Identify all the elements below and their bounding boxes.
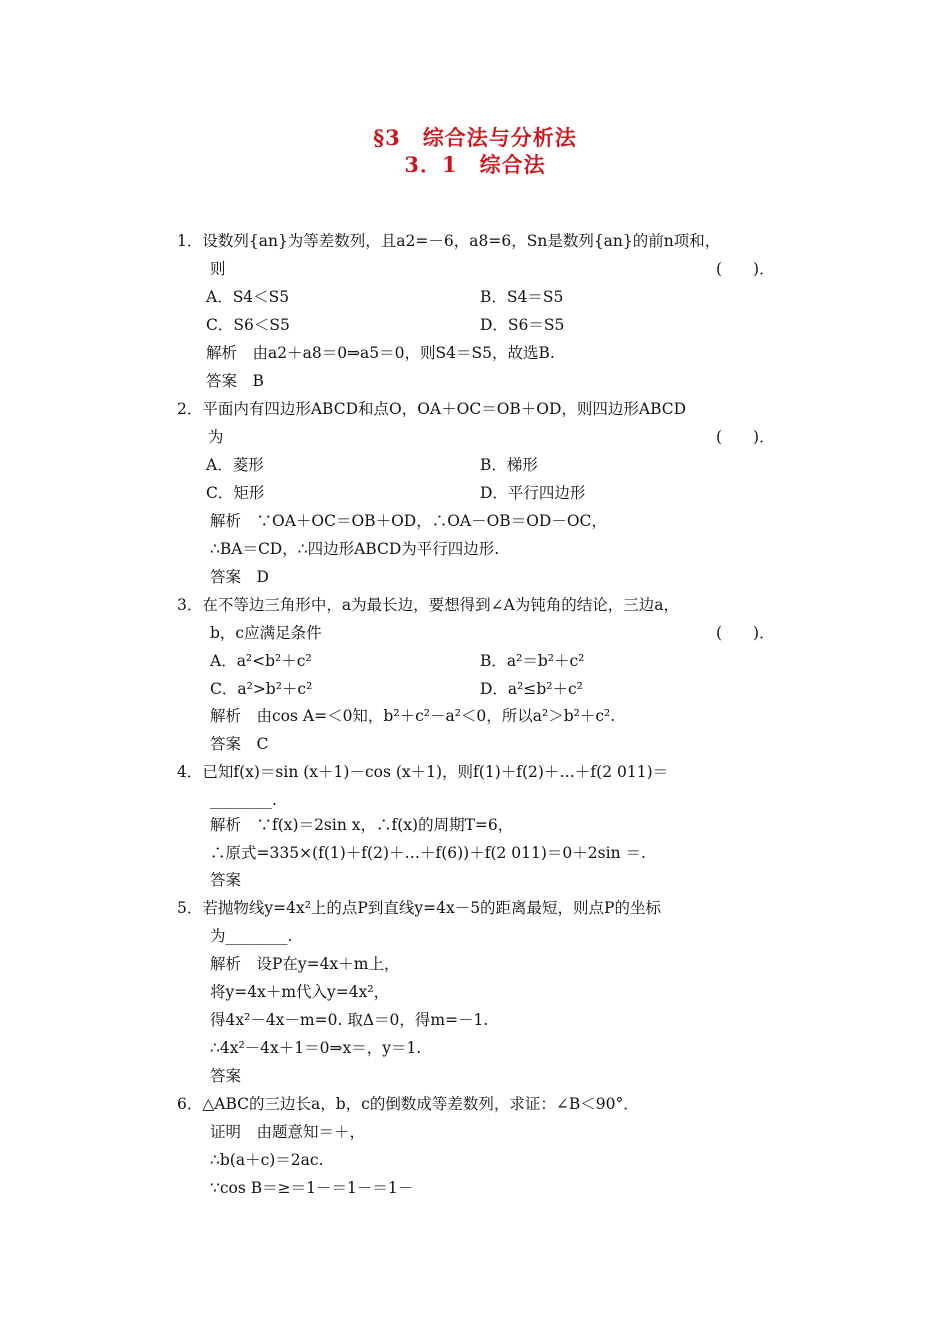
problem-1-stem-cont: 则 (210, 260, 226, 278)
problem-4-stem: 4．已知f(x)＝sin (x＋1)－cos (x＋1)，则f(1)＋f(2)＋…＋f(2 011)＝ (177, 763, 669, 781)
problem-6-proof-3: ∵cos B＝≥＝1－＝1－＝1－ (210, 1179, 414, 1197)
problem-3-answer: 答案 C (210, 735, 269, 753)
problem-2-option-d: D．平行四边形 (480, 484, 586, 502)
problem-4-solution-1: 解析 ∵f(x)＝2sin x，∴f(x)的周期T=6， (210, 816, 514, 834)
problem-3-stem: 3．在不等边三角形中，a为最长边，要想得到∠A为钝角的结论，三边a， (177, 596, 680, 614)
problem-1-solution: 解析 由a2＋a8＝0⇒a5＝0，则S4＝S5，故选B. (206, 344, 555, 362)
problem-1-option-c: C．S6＜S5 (206, 316, 290, 334)
problem-5-solution-2: 将y=4x＋m代入y=4x²， (210, 983, 390, 1001)
problem-1-paren: ( )． (716, 260, 775, 278)
problem-6-proof-1: 证明 由题意知＝＋， (210, 1123, 366, 1141)
problem-2-answer: 答案 D (210, 568, 269, 586)
problem-1-option-b: B．S4＝S5 (480, 288, 564, 306)
problem-4-solution-2: ∴原式=335×(f(1)＋f(2)＋…＋f(6))＋f(2 011)＝0＋2sin ＝. (210, 844, 646, 862)
problem-2-paren: ( )． (716, 428, 775, 446)
problem-5-solution-3: 得4x²－4x－m=0. 取Δ＝0，得m=－1. (210, 1011, 489, 1029)
problem-3-option-c: C．a²>b²＋c² (210, 680, 313, 698)
problem-3-solution: 解析 由cos A=＜0知，b²＋c²－a²＜0，所以a²＞b²＋c². (210, 707, 616, 725)
problem-3-option-d: D．a²≤b²＋c² (480, 680, 583, 698)
problem-2-stem-cont: 为 (208, 428, 224, 446)
title: §3 综合法与分析法 (373, 125, 577, 150)
problem-2-option-c: C．矩形 (206, 484, 265, 502)
problem-3-option-a: A．a²<b²＋c² (210, 652, 312, 670)
problem-4-blank: ________. (210, 791, 277, 809)
problem-5-solution-4: ∴4x²－4x＋1＝0⇒x＝，y＝1. (210, 1039, 422, 1057)
problem-6-proof-2: ∴b(a＋c)＝2ac. (210, 1151, 324, 1169)
problem-2-option-b: B．梯形 (480, 456, 538, 474)
problem-2-solution-1: 解析 ∵OA＋OC＝OB＋OD，∴OA－OB＝OD－OC， (210, 512, 607, 530)
problem-3-stem-cont: b，c应满足条件 (210, 624, 322, 642)
problem-2-solution-2: ∴BA＝CD，∴四边形ABCD为平行四边形. (210, 540, 500, 558)
problem-3-paren: ( )． (716, 624, 775, 642)
problem-4-answer: 答案 (210, 871, 242, 889)
problem-5-answer: 答案 (210, 1067, 242, 1085)
problem-5-stem-cont: 为________. (210, 927, 293, 945)
problem-1-stem: 1．设数列{an}为等差数列，且a2=－6，a8=6，Sn是数列{an}的前n项和， (177, 232, 721, 250)
problem-6-stem: 6．△ABC的三边长a，b，c的倒数成等差数列，求证：∠B＜90°． (177, 1095, 639, 1113)
problem-1-option-a: A．S4＜S5 (206, 288, 290, 306)
problem-1-answer: 答案 B (206, 372, 264, 390)
problem-3-option-b: B．a²＝b²＋c² (480, 652, 585, 670)
problem-2-stem: 2．平面内有四边形ABCD和点O，OA＋OC＝OB＋OD，则四边形ABCD (177, 400, 687, 418)
subtitle: 3．1 综合法 (404, 152, 546, 177)
problem-1-option-d: D．S6＝S5 (480, 316, 565, 334)
problem-5-stem: 5．若抛物线y=4x²上的点P到直线y=4x－5的距离最短，则点P的坐标 (177, 899, 661, 917)
problem-2-option-a: A．菱形 (206, 456, 264, 474)
problem-5-solution-1: 解析 设P在y=4x＋m上， (210, 955, 400, 973)
